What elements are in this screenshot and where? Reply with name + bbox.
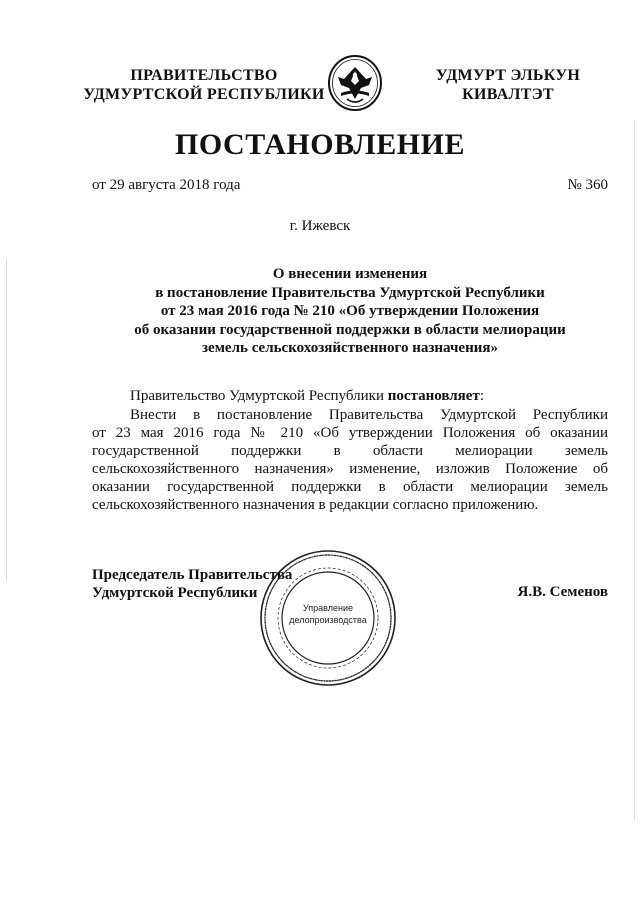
intro-text: Правительство Удмуртской Республики	[130, 388, 384, 404]
subject-title-line: земель сельскохозяйственного назначения»	[202, 340, 498, 356]
office-stamp-icon	[258, 548, 398, 688]
document-subject-title	[92, 265, 608, 358]
header-right-authority	[418, 66, 598, 104]
body-line: от 23 мая 2016 года № 210 «Об утверждении Положения об оказании	[92, 425, 608, 441]
body-line: сельскохозяйственного назначения» изменение, изложив Положение об	[92, 461, 608, 477]
body-line: Внести в постановление Правительства Удмуртской Республики	[130, 407, 608, 423]
header-right-line2: КИВАЛТЭТ	[462, 86, 554, 103]
signer-name: Я.В. Семенов	[517, 584, 608, 600]
body-line: оказании государственной поддержки в области мелиорации земель	[92, 479, 608, 495]
document-number: № 360	[567, 177, 608, 193]
document-city: г. Ижевск	[289, 218, 351, 234]
intro-verb: постановляет	[387, 388, 480, 404]
subject-title-line: от 23 мая 2016 года № 210 «Об утверждении Положения	[160, 303, 540, 319]
subject-title-line: О внесении изменения	[272, 266, 428, 282]
resolution-intro	[130, 388, 484, 405]
header-left-authority	[78, 66, 330, 104]
scan-edge-artifact	[634, 120, 635, 820]
resolution-body	[92, 406, 608, 514]
header-right-line1: УДМУРТ ЭЛЬКУН	[435, 67, 581, 84]
body-line: государственной поддержки в области мелиорации земель	[92, 443, 608, 459]
header-left-line2: УДМУРТСКОЙ РЕСПУБЛИКИ	[83, 86, 325, 103]
body-line: сельскохозяйственного назначения в редакции согласно приложению.	[92, 497, 539, 513]
coat-of-arms-icon	[327, 55, 383, 111]
position-line: Председатель Правительства	[92, 567, 293, 583]
scan-edge-artifact	[6, 260, 7, 580]
subject-title-line: в постановление Правительства Удмуртской Республики	[155, 284, 545, 301]
stamp-center-line1: Управление	[302, 603, 354, 613]
document-type-title: ПОСТАНОВЛЕНИЕ	[175, 128, 465, 161]
stamp-center-line2: делопроизводства	[289, 615, 367, 625]
document-date: от 29 августа 2018 года	[92, 177, 241, 193]
header-left-line1: ПРАВИТЕЛЬСТВО	[130, 67, 278, 84]
subject-title-line: об оказании государственной поддержки в области мелиорации	[134, 321, 566, 338]
intro-colon: :	[479, 388, 484, 404]
position-line: Удмуртской Республики	[92, 585, 258, 601]
